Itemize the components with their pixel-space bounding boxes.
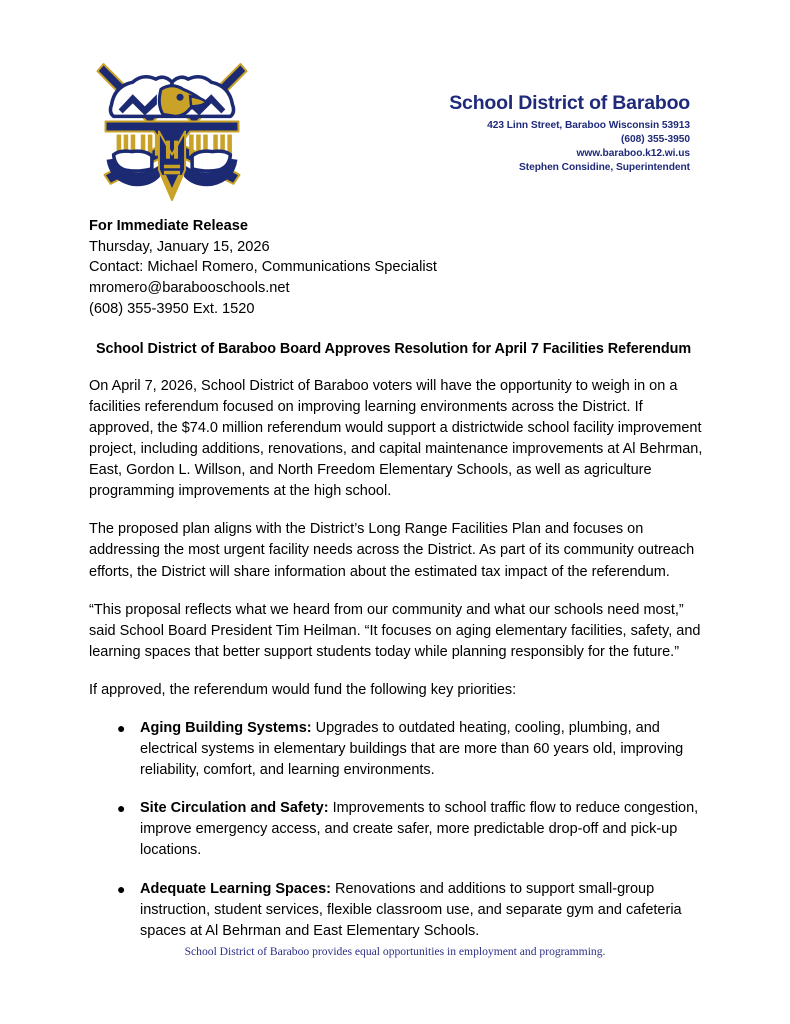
release-info-block (89, 216, 705, 320)
release-phone: (608) 355-3950 Ext. 1520 (89, 300, 255, 317)
baraboo-thunderbird-logo (96, 56, 248, 202)
list-item-text: Upgrades to outdated heating, cooling, plumbing, and electrical systems in elementary buildings that are more than 60 years old, improving reliability, comfort, and learning environments. (140, 719, 684, 779)
equal-opportunity-footer: School District of Baraboo provides equal opportunities in employment and programming. (184, 945, 606, 958)
list-item-lead: Aging Building Systems: (140, 719, 312, 736)
list-item-text: Improvements to school traffic flow to reduce congestion, improve emergency access, and create safer, more predictable drop-off and pick-up locations. (140, 800, 699, 859)
page-title: School District of Baraboo Board Approves Resolution for April 7 Facilities Referendum (96, 340, 692, 357)
immediate-release-label: For Immediate Release (89, 218, 248, 234)
key-priorities-list (89, 718, 705, 942)
list-item-text: Renovations and additions to support small-group instruction, student services, flexible classroom use, and separate gym and cafeteria spaces at Al Behrman and East Elementary Schools. (140, 880, 682, 939)
list-item (89, 798, 705, 861)
list-item (89, 879, 705, 942)
body-paragraph-2: The proposed plan aligns with the District’s Long Range Facilities Plan and focuses on addressing the most urgent facility needs across the District. As part of its community outreach efforts, the District will share information about the estimated tax impact of the referendum. (89, 521, 695, 580)
list-item (89, 718, 705, 781)
bullet-icon: ● (117, 800, 126, 817)
list-item-lead: Adequate Learning Spaces: (140, 880, 331, 897)
letterhead-text-block (449, 92, 690, 175)
bullet-list-intro: If approved, the referendum would fund the following key priorities: (89, 681, 517, 698)
organization-title: School District of Baraboo (449, 92, 690, 114)
body-paragraph-quote: “This proposal reflects what we heard from our community and what our schools need most,” said School Board President Tim Heilman. “It focuses on aging elementary facilities, safety, and learning spaces that better support students today while planning responsibly for the future.” (89, 601, 701, 660)
release-email[interactable]: mromero@barabooschools.net (89, 280, 290, 297)
superintendent-name: Stephen Considine, Superintendent (519, 162, 690, 174)
document-body (89, 216, 705, 942)
letterhead (0, 0, 790, 208)
release-contact: Contact: Michael Romero, Communications Specialist (89, 259, 437, 276)
bullet-icon: ● (117, 719, 126, 736)
district-phone: (608) 355-3950 (621, 134, 690, 146)
district-address: 423 Linn Street, Baraboo Wisconsin 53913 (487, 120, 690, 132)
bullet-icon: ● (117, 880, 126, 897)
list-item-lead: Site Circulation and Safety: (140, 800, 329, 817)
district-website[interactable]: www.baraboo.k12.wi.us (576, 148, 690, 160)
release-date: Thursday, January 15, 2026 (89, 238, 270, 255)
body-paragraph-1: On April 7, 2026, School District of Baraboo voters will have the opportunity to weigh in on a facilities referendum focused on improving learning environments across the District. If approved, the $74.0 million referendum would support a districtwide school facility improvement project, including additions, renovations, and capital maintenance improvements at Al Behrman, East, Gordon L. Willson, and North Freedom Elementary Schools, as well as agriculture programming improvements at the high school. (89, 377, 703, 500)
